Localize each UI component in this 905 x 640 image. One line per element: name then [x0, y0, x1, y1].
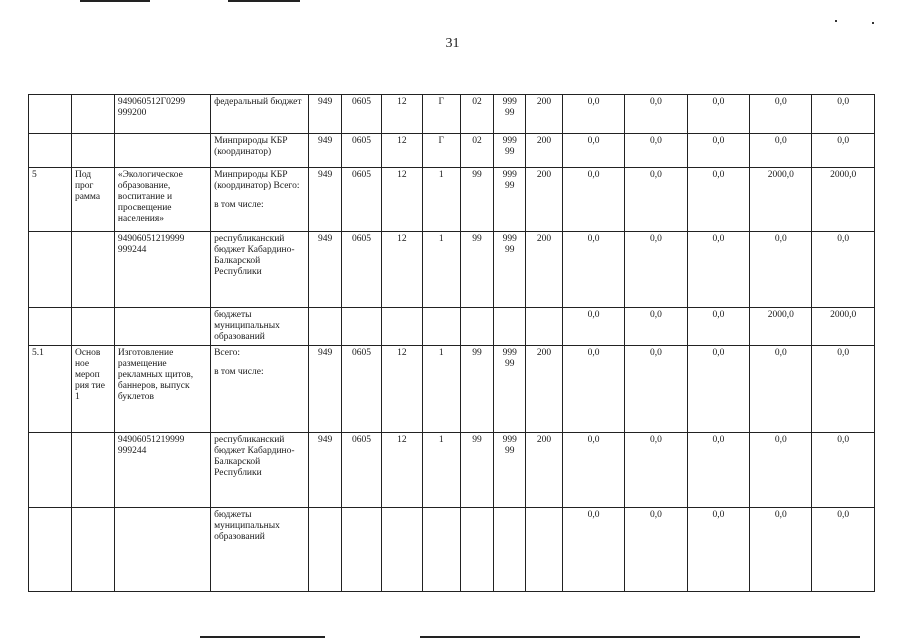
row-code-text: 949060512Г0299 999200 [117, 97, 186, 118]
scan-dot [835, 20, 837, 22]
direction-code-text: 999 99 [502, 435, 517, 456]
grbs-code-text: 949 [318, 348, 333, 358]
row-status-cell [71, 346, 114, 433]
finance-2015-cell [625, 168, 687, 232]
subprogram-code-text: 1 [438, 234, 444, 244]
row-source-text: Минприроды КБР (координатор) Всего: [214, 170, 300, 191]
row-source-text: федеральный бюджет [214, 97, 302, 107]
row-source-cell [211, 232, 309, 308]
table-row [29, 232, 875, 308]
section-code-text: 0605 [351, 97, 371, 107]
finance-2015-cell [625, 433, 687, 508]
row-status-text: Основ ное мероп рия тие 1 [74, 348, 105, 402]
finance-2016-cell [687, 95, 749, 134]
scan-mark-bottom-left [200, 636, 325, 638]
program-code-text: 12 [397, 234, 407, 244]
row-source-text: республиканский бюджет Кабардино-Балкарской Республики [214, 435, 295, 478]
row-code-cell [114, 508, 210, 592]
subprogram-code-text: 1 [438, 348, 444, 358]
grbs-code-cell [309, 508, 342, 592]
event-code-text: 99 [472, 234, 482, 244]
expense-type-text: 200 [536, 97, 552, 107]
subprogram-code-cell [422, 168, 460, 232]
section-code-cell [342, 168, 382, 232]
row-source-text: республиканский бюджет Кабардино-Балкарской Республики [214, 234, 295, 277]
direction-code-cell [494, 346, 526, 433]
event-code-cell [460, 308, 494, 346]
direction-code-cell [494, 168, 526, 232]
subprogram-code-text: Г [438, 97, 444, 107]
event-code-cell [460, 134, 494, 168]
finance-2014-text: 0,0 [587, 234, 600, 244]
direction-code-cell [494, 134, 526, 168]
finance-2017-text: 2000,0 [767, 310, 794, 320]
event-code-text: 99 [472, 170, 482, 180]
event-code-cell [460, 346, 494, 433]
page-number: 31 [445, 36, 460, 51]
row-code-cell [114, 433, 210, 508]
direction-code-cell [494, 95, 526, 134]
finance-2018-text: 0,0 [837, 136, 850, 146]
finance-2017-cell [750, 168, 812, 232]
grbs-code-text: 949 [318, 97, 333, 107]
row-number-cell [29, 134, 72, 168]
row-status-text: Под прог рамма [74, 170, 101, 202]
grbs-code-cell [309, 433, 342, 508]
finance-2017-cell [750, 433, 812, 508]
section-code-text: 0605 [351, 170, 371, 180]
row-code-cell [114, 168, 210, 232]
program-code-text: 12 [397, 170, 407, 180]
row-code-text: 94906051219999 999244 [117, 234, 185, 255]
row-code-cell [114, 95, 210, 134]
event-code-cell [460, 168, 494, 232]
finance-2016-cell [687, 508, 749, 592]
scan-mark-top-left [80, 0, 150, 2]
finance-2015-text: 0,0 [650, 234, 662, 244]
finance-2015-text: 0,0 [650, 97, 662, 107]
direction-code-cell [494, 308, 526, 346]
finance-2017-text: 0,0 [774, 348, 787, 358]
program-code-cell [381, 168, 422, 232]
program-code-text: 12 [397, 348, 407, 358]
row-number-cell [29, 433, 72, 508]
table-row [29, 134, 875, 168]
subprogram-code-text: 1 [438, 170, 444, 180]
finance-2014-cell [562, 232, 624, 308]
expense-type-cell [526, 95, 563, 134]
finance-2014-text: 0,0 [587, 435, 600, 445]
direction-code-text: 999 99 [502, 136, 517, 157]
row-source-cell [211, 95, 309, 134]
finance-2015-text: 0,0 [650, 136, 662, 146]
subprogram-code-cell [422, 134, 460, 168]
grbs-code-text: 949 [318, 136, 333, 146]
finance-2014-text: 0,0 [587, 136, 600, 146]
finance-2014-cell [562, 308, 624, 346]
expense-type-text: 200 [536, 234, 552, 244]
finance-2016-cell [687, 308, 749, 346]
row-number-cell [29, 232, 72, 308]
row-number-cell [29, 95, 72, 134]
expense-type-cell [526, 346, 563, 433]
row-status-cell [71, 232, 114, 308]
event-code-cell [460, 95, 494, 134]
direction-code-cell [494, 433, 526, 508]
row-source-cell [211, 346, 309, 433]
direction-code-cell [494, 232, 526, 308]
finance-2016-cell [687, 346, 749, 433]
finance-2014-text: 0,0 [587, 170, 600, 180]
grbs-code-cell [309, 308, 342, 346]
subprogram-code-cell [422, 308, 460, 346]
finance-2015-cell [625, 232, 687, 308]
expense-type-cell [526, 308, 563, 346]
finance-2016-text: 0,0 [712, 510, 725, 520]
finance-2017-text: 0,0 [774, 234, 787, 244]
finance-2018-text: 0,0 [837, 348, 850, 358]
grbs-code-cell [309, 134, 342, 168]
event-code-cell [460, 232, 494, 308]
row-source-text: бюджеты муниципальных образований [214, 510, 280, 542]
event-code-cell [460, 508, 494, 592]
finance-2018-text: 0,0 [837, 234, 850, 244]
section-code-text: 0605 [351, 348, 371, 358]
finance-2015-cell [625, 134, 687, 168]
grbs-code-text: 949 [318, 435, 333, 445]
row-source-text: Всего: [214, 348, 240, 358]
finance-2018-text: 0,0 [837, 97, 850, 107]
direction-code-text: 999 99 [502, 170, 517, 191]
finance-2018-cell [812, 168, 875, 232]
subprogram-code-cell [422, 346, 460, 433]
section-code-cell [342, 232, 382, 308]
event-code-text: 99 [472, 348, 482, 358]
finance-2014-text: 0,0 [587, 97, 600, 107]
grbs-code-cell [309, 168, 342, 232]
row-code-text: «Экологическое образование, воспитание и просвещение населения» [117, 170, 183, 224]
row-number-cell [29, 308, 72, 346]
table-row [29, 95, 875, 134]
finance-2017-cell [750, 346, 812, 433]
row-code-text: 94906051219999 999244 [117, 435, 185, 456]
program-code-cell [381, 134, 422, 168]
row-source-cell [211, 308, 309, 346]
finance-2017-cell [750, 134, 812, 168]
event-code-text: 99 [472, 435, 482, 445]
finance-2016-text: 0,0 [712, 97, 725, 107]
finance-2017-cell [750, 508, 812, 592]
section-code-cell [342, 433, 382, 508]
finance-2018-cell [812, 95, 875, 134]
finance-2015-text: 0,0 [650, 310, 662, 320]
section-code-text: 0605 [351, 234, 371, 244]
row-status-cell [71, 308, 114, 346]
expense-type-text: 200 [536, 136, 552, 146]
finance-2016-cell [687, 168, 749, 232]
finance-2014-cell [562, 134, 624, 168]
section-code-cell [342, 95, 382, 134]
finance-2017-text: 0,0 [774, 510, 787, 520]
row-code-cell [114, 232, 210, 308]
row-status-cell [71, 508, 114, 592]
finance-2014-text: 0,0 [587, 348, 600, 358]
finance-2016-cell [687, 433, 749, 508]
finance-2016-text: 0,0 [712, 435, 725, 445]
finance-2016-text: 0,0 [712, 310, 725, 320]
finance-2015-cell [625, 508, 687, 592]
finance-2014-cell [562, 95, 624, 134]
row-status-cell [71, 168, 114, 232]
expense-type-cell [526, 232, 563, 308]
expense-type-text: 200 [536, 348, 552, 358]
row-source-text: Минприроды КБР (координатор) [214, 136, 288, 157]
table-row [29, 433, 875, 508]
row-code-cell [114, 308, 210, 346]
subprogram-code-text: Г [438, 136, 444, 146]
subprogram-code-cell [422, 95, 460, 134]
row-status-cell [71, 95, 114, 134]
program-code-text: 12 [397, 97, 407, 107]
finance-2017-text: 0,0 [774, 97, 787, 107]
row-source-text: бюджеты муниципальных образований [214, 310, 280, 342]
row-number-cell [29, 346, 72, 433]
finance-2018-cell [812, 346, 875, 433]
row-source-extra-text: в том числе: [214, 199, 264, 210]
section-code-cell [342, 508, 382, 592]
scan-mark-bottom-right [420, 636, 860, 638]
grbs-code-cell [309, 95, 342, 134]
section-code-cell [342, 308, 382, 346]
event-code-text: 02 [472, 136, 482, 146]
direction-code-text: 999 99 [502, 97, 517, 118]
finance-2014-cell [562, 508, 624, 592]
finance-2018-text: 2000,0 [830, 170, 857, 180]
grbs-code-cell [309, 346, 342, 433]
subprogram-code-cell [422, 508, 460, 592]
expense-type-cell [526, 508, 563, 592]
row-status-cell [71, 433, 114, 508]
row-source-cell [211, 508, 309, 592]
budget-table [28, 94, 875, 592]
scan-mark-top-right [228, 0, 300, 2]
table-row [29, 308, 875, 346]
expense-type-cell [526, 433, 563, 508]
row-source-extra-text: в том числе: [214, 366, 264, 377]
finance-2014-cell [562, 346, 624, 433]
row-number-cell [29, 168, 72, 232]
program-code-cell [381, 95, 422, 134]
finance-2016-cell [687, 134, 749, 168]
finance-2018-cell [812, 508, 875, 592]
subprogram-code-cell [422, 433, 460, 508]
finance-2015-cell [625, 95, 687, 134]
finance-2017-text: 0,0 [774, 136, 787, 146]
finance-2015-text: 0,0 [650, 170, 662, 180]
expense-type-cell [526, 168, 563, 232]
program-code-cell [381, 308, 422, 346]
program-code-text: 12 [397, 435, 407, 445]
row-number-text: 5 [32, 170, 37, 180]
grbs-code-text: 949 [318, 170, 333, 180]
row-code-text: Изготовление размещение рекламных щитов, баннеров, выпуск буклетов [117, 348, 194, 402]
subprogram-code-text: 1 [438, 435, 444, 445]
finance-2017-cell [750, 232, 812, 308]
finance-2017-cell [750, 308, 812, 346]
finance-2017-text: 2000,0 [767, 170, 794, 180]
finance-2018-cell [812, 433, 875, 508]
finance-2016-text: 0,0 [712, 170, 725, 180]
finance-2018-cell [812, 134, 875, 168]
section-code-cell [342, 134, 382, 168]
event-code-text: 02 [472, 97, 482, 107]
direction-code-text: 999 99 [502, 234, 517, 255]
finance-2016-text: 0,0 [712, 234, 725, 244]
event-code-cell [460, 433, 494, 508]
finance-2016-text: 0,0 [712, 136, 725, 146]
row-source-cell [211, 168, 309, 232]
finance-2015-text: 0,0 [650, 510, 662, 520]
row-source-cell [211, 433, 309, 508]
expense-type-text: 200 [536, 435, 552, 445]
program-code-cell [381, 433, 422, 508]
finance-2018-text: 2000,0 [830, 310, 857, 320]
finance-2017-text: 0,0 [774, 435, 787, 445]
row-number-cell [29, 508, 72, 592]
finance-2015-cell [625, 308, 687, 346]
row-code-cell [114, 134, 210, 168]
grbs-code-text: 949 [318, 234, 333, 244]
section-code-cell [342, 346, 382, 433]
finance-2018-cell [812, 308, 875, 346]
finance-2018-cell [812, 232, 875, 308]
section-code-text: 0605 [351, 136, 371, 146]
program-code-text: 12 [397, 136, 407, 146]
finance-2014-cell [562, 433, 624, 508]
finance-2018-text: 0,0 [837, 510, 850, 520]
finance-2018-text: 0,0 [837, 435, 850, 445]
grbs-code-cell [309, 232, 342, 308]
finance-2014-text: 0,0 [587, 310, 600, 320]
row-code-cell [114, 346, 210, 433]
program-code-cell [381, 232, 422, 308]
row-number-text: 5.1 [32, 348, 44, 358]
direction-code-text: 999 99 [502, 348, 517, 369]
table-row [29, 508, 875, 592]
row-status-cell [71, 134, 114, 168]
finance-2015-cell [625, 346, 687, 433]
finance-2015-text: 0,0 [650, 348, 662, 358]
row-source-cell [211, 134, 309, 168]
table-row [29, 346, 875, 433]
program-code-cell [381, 508, 422, 592]
finance-2014-cell [562, 168, 624, 232]
table-row [29, 168, 875, 232]
direction-code-cell [494, 508, 526, 592]
finance-2016-text: 0,0 [712, 348, 725, 358]
section-code-text: 0605 [351, 435, 371, 445]
finance-2016-cell [687, 232, 749, 308]
subprogram-code-cell [422, 232, 460, 308]
program-code-cell [381, 346, 422, 433]
expense-type-cell [526, 134, 563, 168]
finance-2014-text: 0,0 [587, 510, 600, 520]
finance-2015-text: 0,0 [650, 435, 662, 445]
scan-dot [872, 22, 874, 24]
finance-2017-cell [750, 95, 812, 134]
expense-type-text: 200 [536, 170, 552, 180]
